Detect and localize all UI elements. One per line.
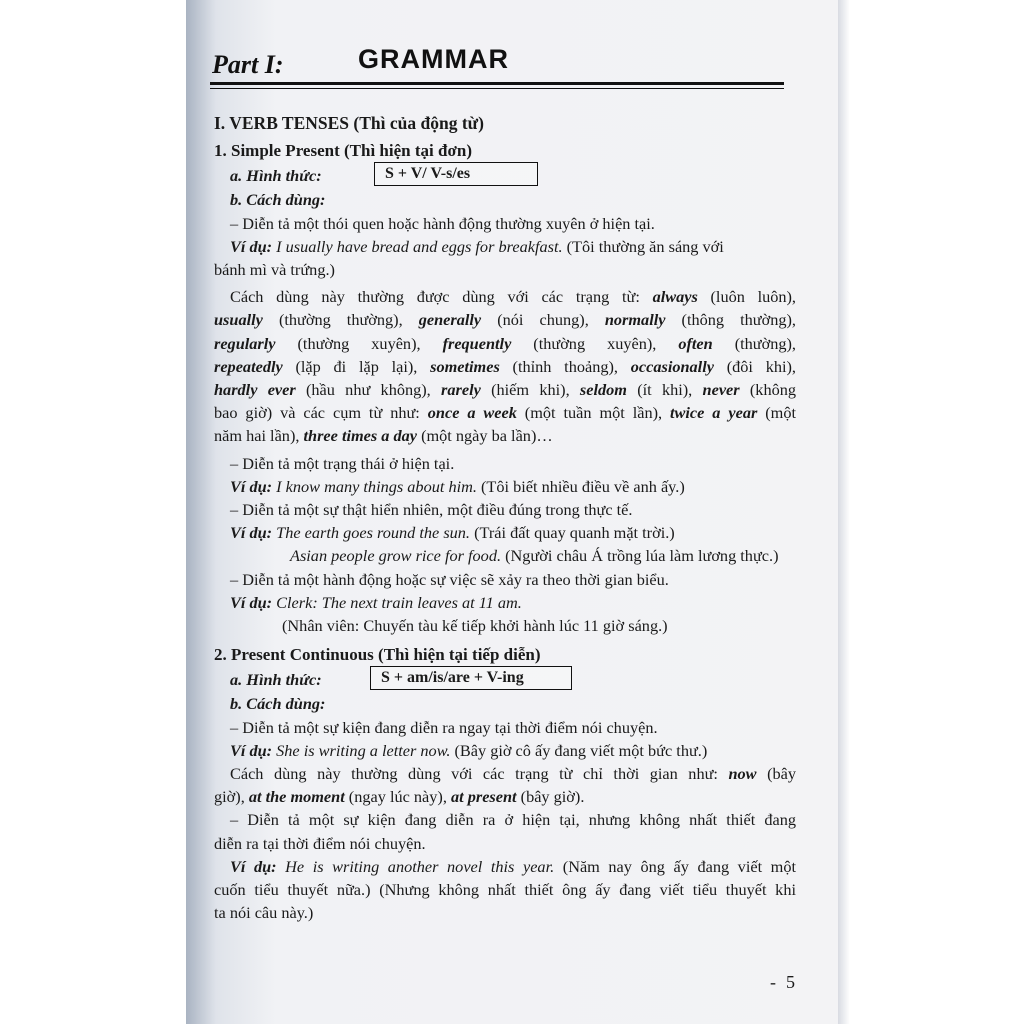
example-translation: (Nhân viên: Chuyến tàu kế tiếp khởi hành lúc 11 giờ sáng.) bbox=[282, 616, 668, 636]
subsection-heading-simple-present: 1. Simple Present (Thì hiện tại đơn) bbox=[214, 141, 472, 161]
adverb-paragraph-line: Cách dùng này thường dùng với các trạng từ chỉ thời gian như: now (bây bbox=[230, 764, 797, 784]
usage-item: – Diễn tả một hành động hoặc sự việc sẽ xảy ra theo thời gian biểu. bbox=[230, 569, 669, 589]
example bbox=[214, 235, 796, 258]
formula-box: S + V/ V-s/es bbox=[374, 162, 538, 186]
usage-item: – Diễn tả một sự kiện đang diễn ra ngay tại thời điểm nói chuyện. bbox=[230, 717, 658, 737]
usage-item-continuation: diễn ra tại thời điểm nói chuyện. bbox=[214, 833, 426, 853]
part-label: Part I: bbox=[212, 50, 284, 79]
adverb-paragraph-line: hardly ever (hầu như không), rarely (hiếm khi), seldom (ít khi), never (không bbox=[214, 380, 797, 400]
form-row bbox=[214, 666, 796, 692]
example-english: I usually have bread and eggs for breakfast. bbox=[272, 236, 563, 256]
page-number: - 5 bbox=[770, 972, 795, 992]
example: Asian people grow rice for food. (Người châu Á trồng lúa làm lương thực.) bbox=[290, 546, 779, 566]
example: Ví dụ: Clerk: The next train leaves at 11 am. bbox=[230, 592, 522, 612]
page-edge bbox=[838, 0, 850, 1024]
example-label: Ví dụ: bbox=[230, 236, 273, 256]
usage-item: – Diễn tả một sự thật hiển nhiên, một điều đúng trong thực tế. bbox=[230, 500, 633, 520]
usage-item: – Diễn tả một thói quen hoặc hành động thường xuyên ở hiện tại. bbox=[230, 213, 655, 233]
example: Ví dụ: She is writing a letter now. (Bây giờ cô ấy đang viết một bức thư.) bbox=[230, 740, 708, 760]
adverb-paragraph-line: repeatedly (lặp đi lặp lại), sometimes (thỉnh thoảng), occasionally (đôi khi), bbox=[214, 356, 796, 376]
adverb-paragraph-line: Cách dùng này thường được dùng với các trạng từ: always (luôn luôn), bbox=[230, 287, 797, 307]
page-content bbox=[214, 112, 796, 925]
example-translation: (Tôi thường ăn sáng với bbox=[562, 236, 724, 256]
example: Ví dụ: He is writing another novel this year. (Năm nay ông ấy đang viết một bbox=[230, 856, 797, 876]
book-page bbox=[186, 0, 838, 1024]
header-rule-thick bbox=[210, 82, 784, 85]
adverb-paragraph-line: giờ), at the moment (ngay lúc này), at present (bây giờ). bbox=[214, 787, 585, 807]
usage-item: – Diễn tả một sự kiện đang diễn ra ở hiện tại, nhưng không nhất thiết đang bbox=[230, 810, 796, 830]
example: Ví dụ: I know many things about him. (Tôi biết nhiều điều về anh ấy.) bbox=[230, 476, 685, 496]
example: Ví dụ: The earth goes round the sun. (Trái đất quay quanh mặt trời.) bbox=[230, 523, 675, 543]
form-label: a. Hình thức: bbox=[230, 670, 322, 690]
form-label: a. Hình thức: bbox=[230, 166, 322, 186]
example-continuation: cuốn tiểu thuyết nữa.) (Nhưng không nhất thiết ông ấy đang viết tiểu thuyết khi bbox=[214, 880, 796, 900]
page-title: GRAMMAR bbox=[358, 44, 509, 74]
adverb-paragraph-line: bao giờ) và các cụm từ như: once a week (một tuần một lần), twice a year (một bbox=[214, 403, 796, 423]
example-continuation: ta nói câu này.) bbox=[214, 903, 314, 923]
formula-box: S + am/is/are + V-ing bbox=[370, 666, 572, 690]
header-rule-thin bbox=[210, 88, 784, 89]
adverb-paragraph-line: regularly (thường xuyên), frequently (thường xuyên), often (thường), bbox=[214, 333, 796, 353]
subsection-heading-present-continuous: 2. Present Continuous (Thì hiện tại tiếp diễn) bbox=[214, 645, 541, 665]
example-continuation: bánh mì và trứng.) bbox=[214, 260, 335, 280]
usage-item: – Diễn tả một trạng thái ở hiện tại. bbox=[230, 453, 455, 473]
form-row bbox=[214, 162, 796, 188]
section-heading: I. VERB TENSES (Thì của động từ) bbox=[214, 113, 485, 133]
adverb-paragraph-line: năm hai lần), three times a day (một ngày ba lần)… bbox=[214, 426, 553, 446]
usage-label: b. Cách dùng: bbox=[230, 694, 326, 714]
usage-label: b. Cách dùng: bbox=[230, 190, 326, 210]
adverb-paragraph-line: usually (thường thường), generally (nói chung), normally (thông thường), bbox=[214, 310, 796, 330]
